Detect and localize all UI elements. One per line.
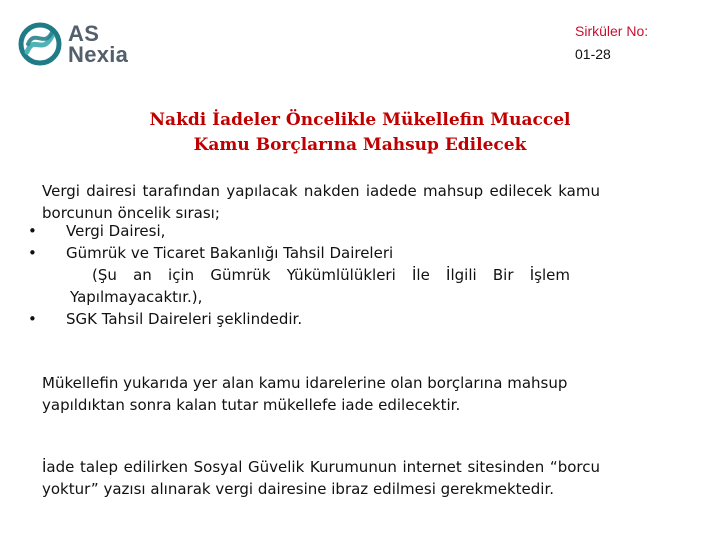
refund-paragraph: Mükellefin yukarıda yer alan kamu idarelerine olan borçlarına mahsup yapıldıktan sonra kalan tutar mükellefe iade edilecektir. [42, 374, 568, 414]
bullet: • [28, 310, 37, 328]
note-line-1: (Şu an için Gümrük Yükümlülükleri İle İlgili Bir İşlem [92, 266, 570, 284]
list-item-text: SGK Tahsil Daireleri şeklindedir. [66, 310, 303, 328]
list-item [28, 308, 600, 330]
list-item-text: Gümrük ve Ticaret Bakanlığı Tahsil Daireleri [66, 244, 394, 262]
logo-line-1: AS [68, 21, 100, 46]
circular-number: 01-28 [575, 46, 611, 62]
bullet: • [28, 244, 37, 262]
logo-line-2: Nexia [68, 42, 129, 67]
document-title [110, 108, 610, 158]
bullet: • [28, 222, 37, 240]
title-line-2: Kamu Borçlarına Mahsup Edilecek [193, 135, 527, 155]
logo-wordmark [68, 23, 128, 65]
list-item-note [66, 264, 600, 308]
circular-label: Sirküler No: [575, 23, 649, 39]
circular-info [575, 20, 648, 66]
company-logo [18, 22, 128, 66]
list-item [28, 220, 600, 242]
list-item-text: Vergi Dairesi, [66, 222, 166, 240]
note-line-2: Yapılmayacaktır.), [70, 288, 203, 306]
application-paragraph: İade talep edilirken Sosyal Güvelik Kurumunun internet sitesinden “borcu yoktur” yazısı alınarak vergi dairesine ibraz edilmesi gerekmektedir. [42, 458, 600, 498]
intro-paragraph: Vergi dairesi tarafından yapılacak nakden iadede mahsup edilecek kamu borcunun öncelik sırası; [42, 182, 600, 222]
list-item [28, 242, 600, 308]
nexia-logo-icon [18, 22, 62, 66]
priority-list [28, 220, 600, 330]
title-line-1: Nakdi İadeler Öncelikle Mükellefin Muaccel [149, 110, 571, 130]
